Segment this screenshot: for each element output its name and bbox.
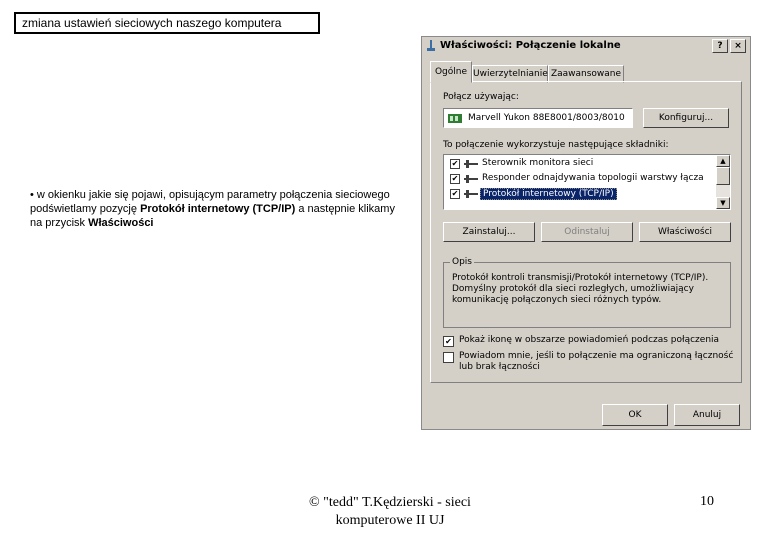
component-icon	[464, 175, 478, 183]
show-icon-label: Pokaż ikonę w obszarze powiadomień podczas połączenia	[459, 335, 720, 345]
list-item[interactable]	[444, 172, 716, 186]
component-label: Sterownik monitora sieci	[482, 158, 594, 168]
bullet-highlight-protocol: Protokół internetowy (TCP/IP)	[140, 203, 296, 215]
slide-title: zmiana ustawień sieciowych naszego komputera	[14, 12, 320, 34]
adapter-name: Marvell Yukon 88E8001/8003/8010	[468, 113, 625, 123]
network-card-icon	[448, 114, 462, 123]
tab-authentication[interactable]: Uwierzytelnianie	[472, 65, 548, 83]
scroll-thumb[interactable]	[716, 167, 730, 185]
scroll-down-icon[interactable]: ▼	[716, 197, 730, 209]
component-icon	[464, 160, 478, 168]
bullet-text-part: a następnie klikamy na przycisk	[30, 203, 395, 229]
list-scrollbar[interactable]	[716, 155, 730, 209]
general-tab-panel	[430, 81, 742, 383]
help-button[interactable]: ?	[712, 39, 728, 53]
component-checkbox[interactable]: ✔	[451, 159, 459, 168]
component-icon	[464, 190, 478, 198]
slide-footer: © "tedd" T.Kędzierski - sieci komputerowe II UJ	[309, 495, 471, 528]
dialog-titlebar[interactable]	[422, 37, 750, 55]
component-checkbox[interactable]: ✔	[451, 174, 459, 183]
component-label: Responder odnajdywania topologii warstwy łącza	[482, 173, 704, 183]
bullet-highlight-properties: Właściwości	[88, 217, 154, 229]
dialog-title: Właściwości: Połączenie lokalne	[440, 40, 621, 51]
cancel-button[interactable]: Anuluj	[674, 404, 740, 426]
bullet-text	[30, 188, 410, 230]
scroll-up-icon[interactable]: ▲	[716, 155, 730, 167]
description-text: Protokół kontroli transmisji/Protokół internetowy (TCP/IP). Domyślny protokół dla sieci rozległych, umożliwiający komunikację połączonych sieci różnych typów.	[452, 273, 709, 305]
description-group	[443, 257, 731, 328]
components-label: To połączenie wykorzystuje następujące składniki:	[443, 140, 669, 150]
configure-button[interactable]: Konfiguruj...	[643, 108, 729, 128]
install-button[interactable]: Zainstaluj...	[443, 222, 535, 242]
tab-advanced[interactable]: Zaawansowane	[548, 65, 624, 83]
ok-button[interactable]: OK	[602, 404, 668, 426]
bullet-text-part: • w okienku jakie się pojawi, opisującym parametry połączenia sieciowego podświetlamy pozycję	[30, 189, 390, 215]
list-item[interactable]	[444, 157, 716, 171]
network-icon	[426, 40, 436, 51]
components-list[interactable]	[443, 154, 731, 210]
adapter-field	[443, 108, 633, 128]
description-legend: Opis	[452, 257, 472, 267]
page-number: 10	[700, 494, 714, 509]
close-button[interactable]: ×	[730, 39, 746, 53]
connect-using-label: Połącz używając:	[443, 92, 519, 102]
properties-button[interactable]: Właściwości	[639, 222, 731, 242]
show-icon-checkbox[interactable]: ✔	[443, 336, 454, 347]
properties-dialog	[421, 36, 751, 430]
component-checkbox[interactable]: ✔	[451, 189, 459, 198]
uninstall-button: Odinstaluj	[541, 222, 633, 242]
component-label: Protokół internetowy (TCP/IP)	[480, 188, 617, 200]
list-item-selected[interactable]	[444, 187, 716, 201]
notify-label: Powiadom mnie, jeśli to połączenie ma ograniczoną łączność lub brak łączności	[459, 351, 734, 372]
tab-general[interactable]: Ogólne	[430, 61, 472, 83]
notify-checkbox[interactable]	[443, 352, 454, 363]
